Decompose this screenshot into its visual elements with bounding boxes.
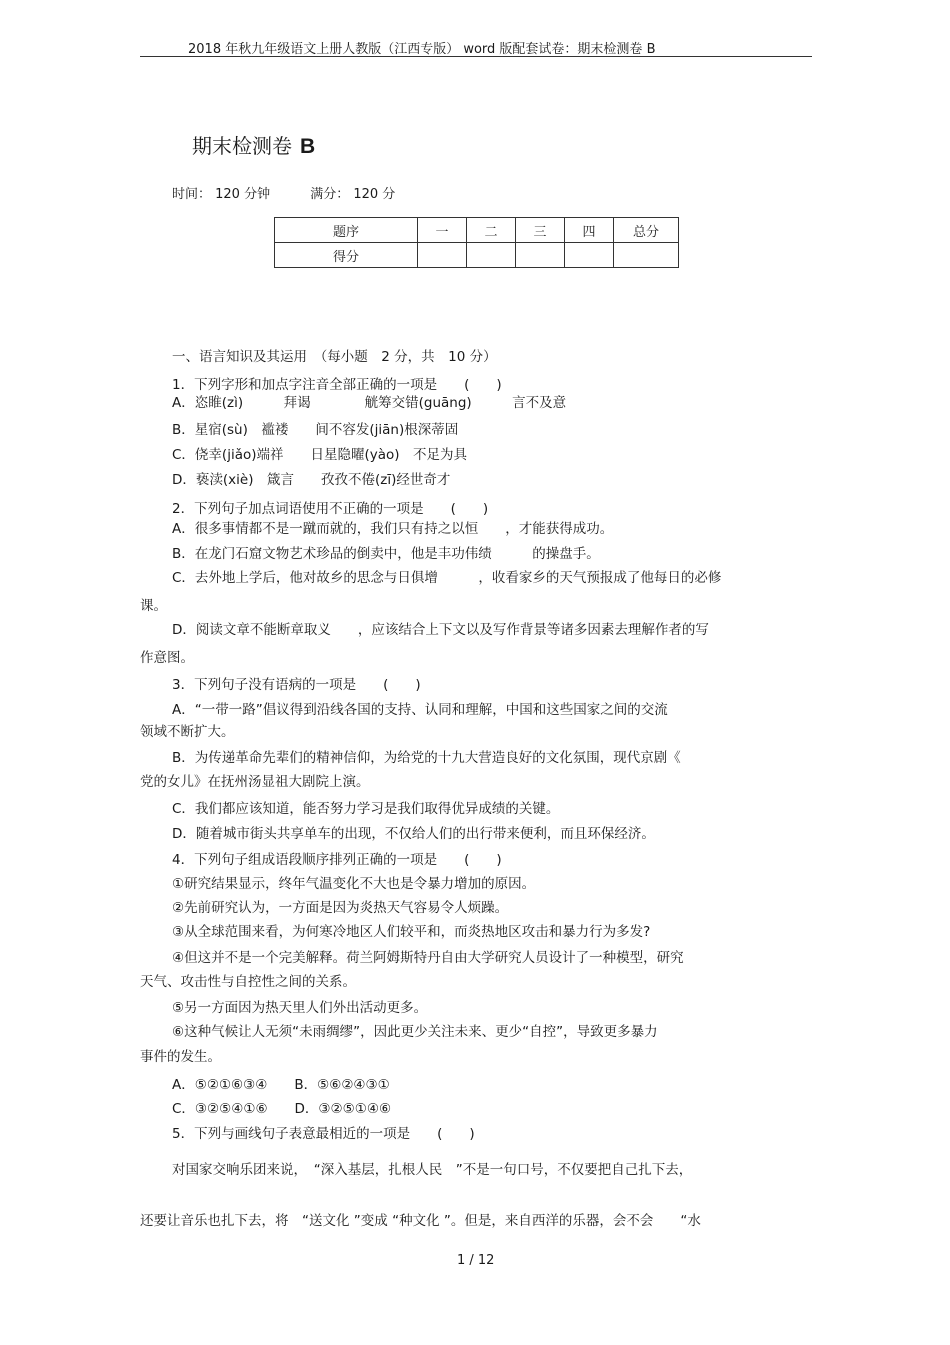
score-header-cell: 一 [418, 218, 467, 243]
page-title [192, 130, 315, 159]
q4-options-ab: A．⑤②①⑥③④ B．⑤⑥②④③① [172, 1077, 390, 1093]
score-header-cell: 题序 [275, 218, 418, 243]
question-5: 5．下列与画线句子表意最相近的一项是 ( ) [172, 1126, 475, 1142]
q4-sentence-6: ⑥这种气候让人无须“未雨绸缪”，因此更少关注未来、更少“自控”，导致更多暴力 [172, 1024, 658, 1040]
q2-option-d-cont: 作意图。 [140, 650, 194, 666]
score-header-cell: 二 [467, 218, 516, 243]
q4-sentence-3: ③从全球范围来看，为何寒冷地区人们较平和，而炎热地区攻击和暴力行为多发? [172, 924, 651, 940]
question-1: 1．下列字形和加点字注音全部正确的一项是 ( ) [172, 377, 502, 393]
question-3: 3．下列句子没有语病的一项是 ( ) [172, 677, 421, 693]
score-table [274, 217, 679, 268]
q1-option-c: C．侥幸(jiǎo)端祥 日星隐曜(yào) 不足为具 [172, 447, 468, 463]
q4-sentence-4-cont: 天气、攻击性与自控性之间的关系。 [140, 974, 356, 990]
q4-sentence-6-cont: 事件的发生。 [140, 1049, 221, 1065]
q3-option-a: A．“一带一路”倡议得到沿线各国的支持、认同和理解，中国和这些国家之间的交流 [172, 702, 668, 718]
score-header-cell: 总分 [614, 218, 679, 243]
exam-time: 时间： 120 分钟 [172, 187, 271, 202]
question-2: 2．下列句子加点词语使用不正确的一项是 ( ) [172, 501, 489, 517]
q2-option-c: C．去外地上学后，他对故乡的思念与日俱增 ，收看家乡的天气预报成了他每日的必修 [172, 570, 722, 586]
exam-meta [172, 183, 431, 202]
q4-sentence-2: ②先前研究认为，一方面是因为炎热天气容易令人烦躁。 [172, 900, 509, 916]
title-main: 期末检测卷 [192, 134, 292, 158]
score-table-header-row [275, 218, 679, 243]
title-letter: B [300, 135, 316, 158]
score-cell [418, 243, 467, 268]
q4-sentence-4: ④但这并不是一个完美解释。荷兰阿姆斯特丹自由大学研究人员设计了一种模型，研究 [172, 950, 684, 966]
q2-option-c-cont: 课。 [140, 598, 167, 614]
q2-option-b: B．在龙门石窟文物艺术珍品的倒卖中，他是丰功伟绩 的操盘手。 [172, 546, 600, 562]
q4-sentence-1: ①研究结果显示，终年气温变化不大也是令暴力增加的原因。 [172, 876, 536, 892]
q5-passage: 对国家交响乐团来说， “深入基层，扎根人民 ”不是一句口号，不仅要把自己扎下去， [172, 1162, 693, 1178]
header-text: 2018 年秋九年级语文上册人教版（江西专版） word 版配套试卷：期末检测卷 B [188, 42, 656, 57]
q2-option-d: D．阅读文章不能断章取义 ，应该结合上下文以及写作背景等诸多因素去理解作者的写 [172, 622, 709, 638]
score-header-cell: 三 [516, 218, 565, 243]
q1-option-a: A．恣睢(zì) 拜谒 觥筹交错(guāng) 言不及意 [172, 395, 567, 411]
q3-option-b: B．为传递革命先辈们的精神信仰，为给党的十九大营造良好的文化氛围，现代京剧《 [172, 750, 681, 766]
page-header [140, 36, 812, 57]
score-cell [467, 243, 516, 268]
score-cell [565, 243, 614, 268]
q3-option-b-cont: 党的女儿》在抚州汤显祖大剧院上演。 [140, 774, 370, 790]
q2-option-a: A．很多事情都不是一蹴而就的，我们只有持之以恒 ，才能获得成功。 [172, 521, 614, 537]
q4-options-cd: C．③②⑤④①⑥ D．③②⑤①④⑥ [172, 1101, 392, 1117]
q4-sentence-5: ⑤另一方面因为热天里人们外出活动更多。 [172, 1000, 428, 1016]
score-header-cell: 四 [565, 218, 614, 243]
question-4: 4．下列句子组成语段顺序排列正确的一项是 ( ) [172, 852, 502, 868]
section-heading: 一、语言知识及其运用 （每小题 2 分，共 10 分） [172, 349, 497, 365]
score-row-label: 得分 [275, 243, 418, 268]
score-table-row [275, 243, 679, 268]
score-cell [516, 243, 565, 268]
score-cell [614, 243, 679, 268]
exam-full-score: 满分： 120 分 [310, 187, 396, 202]
q3-option-d: D．随着城市街头共享单车的出现，不仅给人们的出行带来便利，而且环保经济。 [172, 826, 655, 842]
q5-passage-cont: 还要让音乐也扎下去，将 “送文化 ”变成 “种文化 ”。但是，来自西洋的乐器，会不会 “水 [140, 1213, 701, 1229]
q3-option-c: C．我们都应该知道，能否努力学习是我们取得优异成绩的关键。 [172, 801, 560, 817]
q3-option-a-cont: 领域不断扩大。 [140, 724, 235, 740]
q1-option-b: B．星宿(sù) 褴褛 间不容发(jiān)根深蒂固 [172, 422, 459, 438]
q1-option-d: D．亵渎(xiè) 箴言 孜孜不倦(zī)经世奇才 [172, 472, 451, 488]
page-number: 1 / 12 [457, 1253, 495, 1268]
